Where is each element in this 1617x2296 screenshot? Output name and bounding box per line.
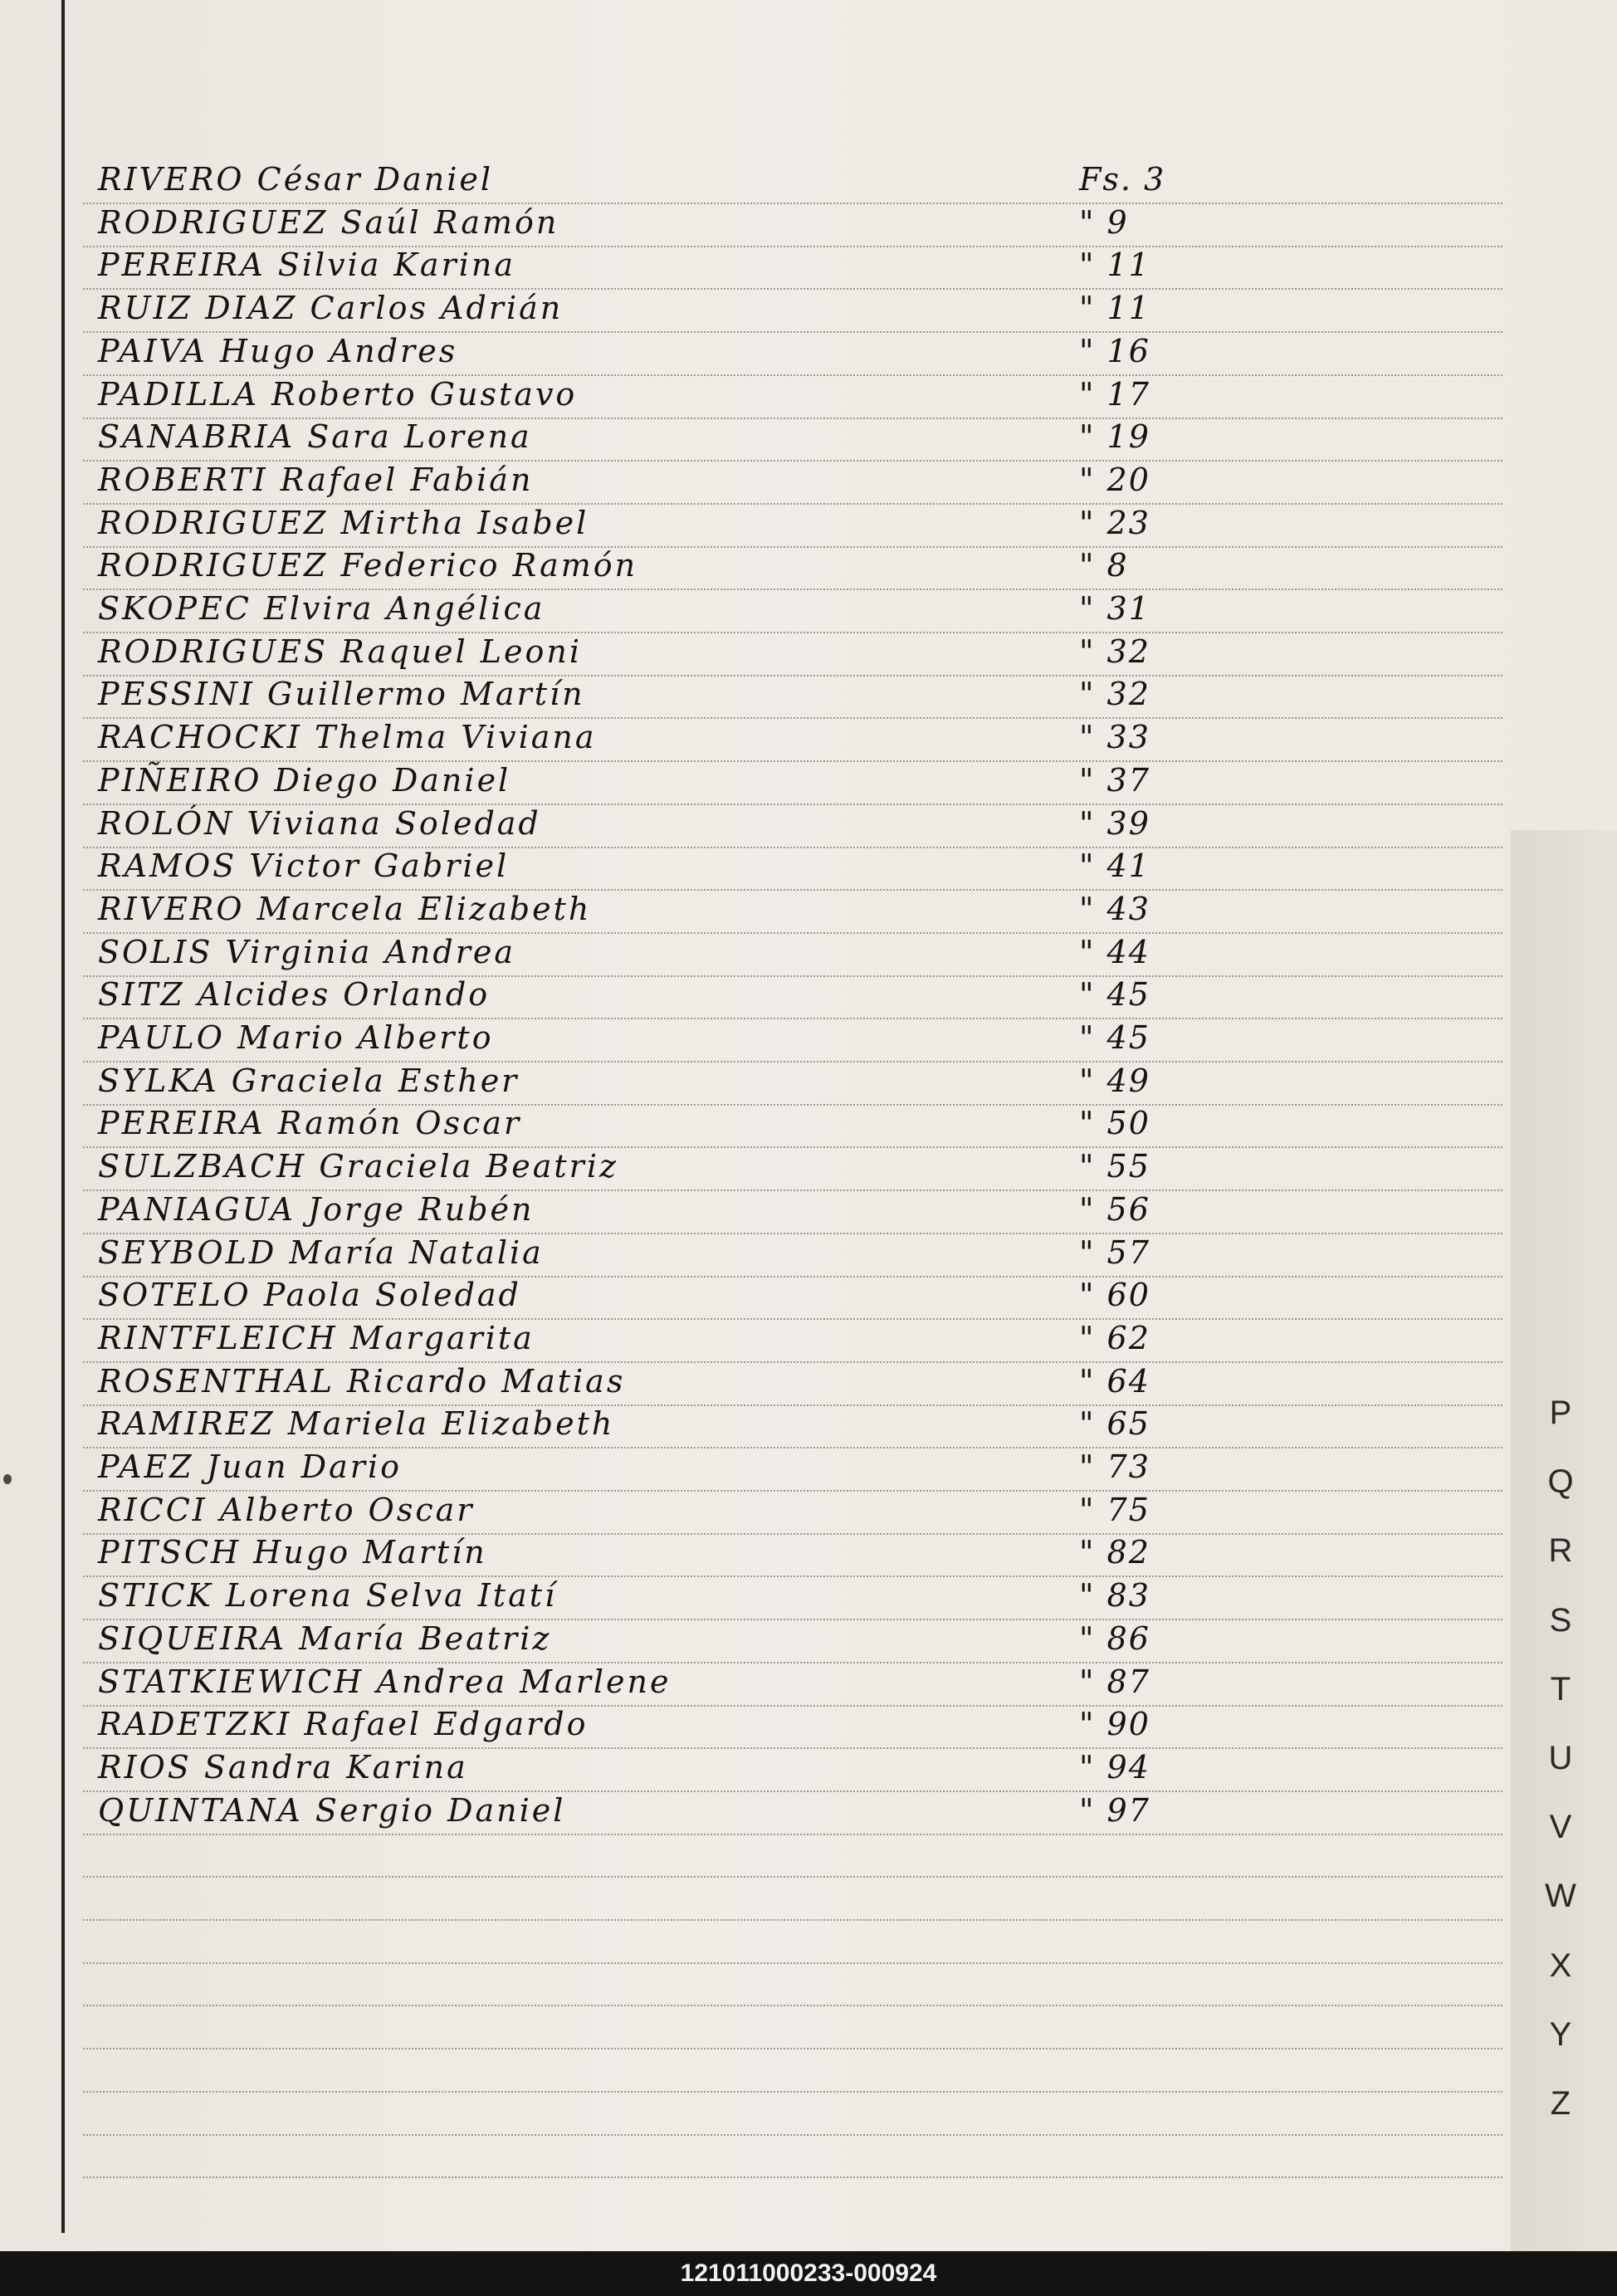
index-letter: V — [1549, 1809, 1572, 1846]
entry-folio: " 50 — [1079, 1105, 1150, 1142]
entry-folio: " 20 — [1079, 461, 1150, 498]
index-letter: Q — [1547, 1463, 1574, 1501]
entry-name: RACHOCKI Thelma Viviana — [98, 719, 597, 756]
entry-name: RIVERO César Daniel — [98, 161, 494, 198]
entry-name: SOTELO Paola Soledad — [98, 1277, 521, 1314]
ledger-entry — [0, 460, 1617, 503]
entry-name: ROSENTHAL Ricardo Matias — [98, 1362, 626, 1400]
entry-folio: " 39 — [1079, 804, 1150, 842]
entry-folio: " 41 — [1079, 848, 1150, 885]
entry-name: RODRIGUEZ Federico Ramón — [98, 547, 638, 584]
ledger-entry — [0, 374, 1617, 418]
entry-folio: " 31 — [1079, 590, 1150, 627]
entry-name: RUIZ DIAZ Carlos Adrián — [98, 290, 564, 327]
entry-folio: " 43 — [1079, 890, 1150, 927]
entry-folio: " 97 — [1079, 1791, 1150, 1829]
entry-folio: " 23 — [1079, 504, 1150, 541]
ledger-entry — [0, 1190, 1617, 1233]
entry-folio: " 87 — [1079, 1663, 1150, 1700]
ledger-entry — [0, 1575, 1617, 1619]
entry-folio: " 57 — [1079, 1233, 1150, 1271]
entry-name: SOLIS Virginia Andrea — [98, 933, 516, 970]
entry-name: RINTFLEICH Margarita — [98, 1319, 535, 1356]
index-letter: P — [1549, 1395, 1572, 1431]
entry-folio: " 16 — [1079, 332, 1150, 369]
entry-folio: " 9 — [1079, 203, 1129, 241]
entry-name: RODRIGUEZ Saúl Ramón — [98, 203, 559, 241]
ledger-entry — [0, 1704, 1617, 1747]
scan-footer — [0, 2251, 1617, 2296]
ledger-entry — [0, 717, 1617, 760]
entry-folio: " 55 — [1079, 1148, 1150, 1185]
entry-name: RODRIGUEZ Mirtha Isabel — [98, 504, 589, 541]
ledger-entry — [0, 288, 1617, 331]
entry-folio: " 73 — [1079, 1448, 1150, 1485]
ledger-entry — [0, 1404, 1617, 1447]
entry-folio: " 82 — [1079, 1534, 1150, 1571]
entry-name: SITZ Alcides Orlando — [98, 976, 491, 1014]
ledger-entry — [0, 932, 1617, 975]
entry-folio: " 17 — [1079, 375, 1150, 413]
index-letter: U — [1548, 1740, 1573, 1776]
ledger-entry — [0, 975, 1617, 1018]
ledger-entry — [0, 760, 1617, 804]
entry-name: STATKIEWICH Andrea Marlene — [98, 1663, 672, 1700]
ledger-entry — [0, 503, 1617, 546]
index-letter: Z — [1550, 2085, 1571, 2122]
entry-folio: " 19 — [1079, 418, 1150, 456]
entry-name: PAIVA Hugo Andres — [98, 332, 458, 369]
entry-name: QUINTANA Sergio Daniel — [98, 1791, 566, 1829]
entry-name: PITSCH Hugo Martín — [98, 1534, 487, 1571]
entry-folio: " 45 — [1079, 1019, 1150, 1056]
ledger-entry — [0, 1018, 1617, 1061]
ledger-entry — [0, 245, 1617, 288]
ledger-entry — [0, 1146, 1617, 1190]
ledger-entry — [0, 1619, 1617, 1662]
ledger-entry — [0, 417, 1617, 460]
entry-folio: " 49 — [1079, 1062, 1150, 1099]
entry-folio: " 37 — [1079, 761, 1150, 799]
ledger-entry — [0, 1361, 1617, 1404]
entry-name: SEYBOLD María Natalia — [98, 1233, 544, 1271]
entry-name: SANABRIA Sara Lorena — [98, 418, 532, 456]
index-letter: S — [1549, 1601, 1572, 1639]
entry-name: RICCI Alberto Oscar — [98, 1491, 475, 1528]
ledger-entry — [0, 1447, 1617, 1490]
entry-name: SULZBACH Graciela Beatriz — [98, 1148, 619, 1185]
entry-folio: " 32 — [1079, 633, 1150, 670]
entry-name: RIOS Sandra Karina — [98, 1748, 468, 1786]
ledger-entry — [0, 846, 1617, 889]
entry-folio: " 32 — [1079, 676, 1150, 713]
entry-name: PEREIRA Ramón Oscar — [98, 1105, 522, 1142]
entry-folio: " 83 — [1079, 1577, 1150, 1615]
ledger-entry — [0, 1318, 1617, 1361]
ledger-entry — [0, 1532, 1617, 1575]
ledger-entry — [0, 1233, 1617, 1276]
entry-name: PAEZ Juan Dario — [98, 1448, 402, 1485]
entry-name: SYLKA Graciela Esther — [98, 1062, 520, 1099]
ledger-entry — [0, 1490, 1617, 1533]
entry-folio: " 33 — [1079, 719, 1150, 756]
index-letter: Y — [1549, 2015, 1572, 2053]
index-letter: R — [1548, 1532, 1573, 1570]
entry-folio: " 11 — [1079, 290, 1150, 327]
entry-folio: " 60 — [1079, 1277, 1150, 1314]
index-letter: X — [1549, 1947, 1572, 1984]
ledger-entry — [0, 1061, 1617, 1104]
entry-name: SKOPEC Elvira Angélica — [98, 590, 545, 627]
entry-name: PIÑEIRO Diego Daniel — [98, 761, 511, 799]
entry-folio: " 45 — [1079, 976, 1150, 1014]
entry-folio: " 11 — [1079, 247, 1150, 284]
ledger-entry — [0, 331, 1617, 374]
entry-name: RAMIREZ Mariela Elizabeth — [98, 1405, 615, 1443]
entry-name: RODRIGUES Raquel Leoni — [98, 633, 582, 670]
ledger-entry — [0, 1790, 1617, 1834]
entry-folio: " 56 — [1079, 1190, 1150, 1228]
ledger-entry — [0, 159, 1617, 203]
entry-folio: " 86 — [1079, 1619, 1150, 1657]
entry-name: STICK Lorena Selva Itatí — [98, 1577, 558, 1615]
entry-name: PAULO Mario Alberto — [98, 1019, 494, 1056]
ledger-entry — [0, 632, 1617, 675]
entry-name: RAMOS Victor Gabriel — [98, 848, 510, 885]
entry-folio: " 44 — [1079, 933, 1150, 970]
entry-name: ROBERTI Rafael Fabián — [98, 461, 534, 498]
ledger-entry — [0, 1747, 1617, 1790]
ledger-entry — [0, 1662, 1617, 1705]
ledger-entry — [0, 203, 1617, 246]
ledger-entry — [0, 1103, 1617, 1146]
entry-folio: Fs. 3 — [1079, 161, 1166, 198]
entry-name: PESSINI Guillermo Martín — [98, 676, 585, 713]
entry-folio: " 90 — [1079, 1706, 1150, 1743]
entry-folio: " 94 — [1079, 1748, 1150, 1786]
ledger-entry — [0, 674, 1617, 717]
ledger-entry — [0, 1275, 1617, 1318]
ledger-entry — [0, 589, 1617, 632]
entry-name: PEREIRA Silvia Karina — [98, 247, 515, 284]
index-letter: T — [1550, 1670, 1571, 1707]
entry-folio: " 64 — [1079, 1362, 1150, 1400]
entry-name: ROLÓN Viviana Soledad — [98, 804, 541, 842]
ledger-entry — [0, 545, 1617, 589]
ledger-entry — [0, 804, 1617, 847]
entry-name: SIQUEIRA María Beatriz — [98, 1619, 552, 1657]
entry-name: RIVERO Marcela Elizabeth — [98, 890, 592, 927]
entry-name: PADILLA Roberto Gustavo — [98, 375, 578, 413]
entry-folio: " 62 — [1079, 1319, 1150, 1356]
index-letter: W — [1545, 1878, 1576, 1915]
entry-folio: " 75 — [1079, 1491, 1150, 1528]
entry-folio: " 65 — [1079, 1405, 1150, 1443]
entry-name: RADETZKI Rafael Edgardo — [98, 1706, 589, 1743]
entry-folio: " 8 — [1079, 547, 1129, 584]
document-id: 121011000233-000924 — [680, 2259, 937, 2287]
ledger-entry — [0, 889, 1617, 932]
entry-name: PANIAGUA Jorge Rubén — [98, 1190, 535, 1228]
